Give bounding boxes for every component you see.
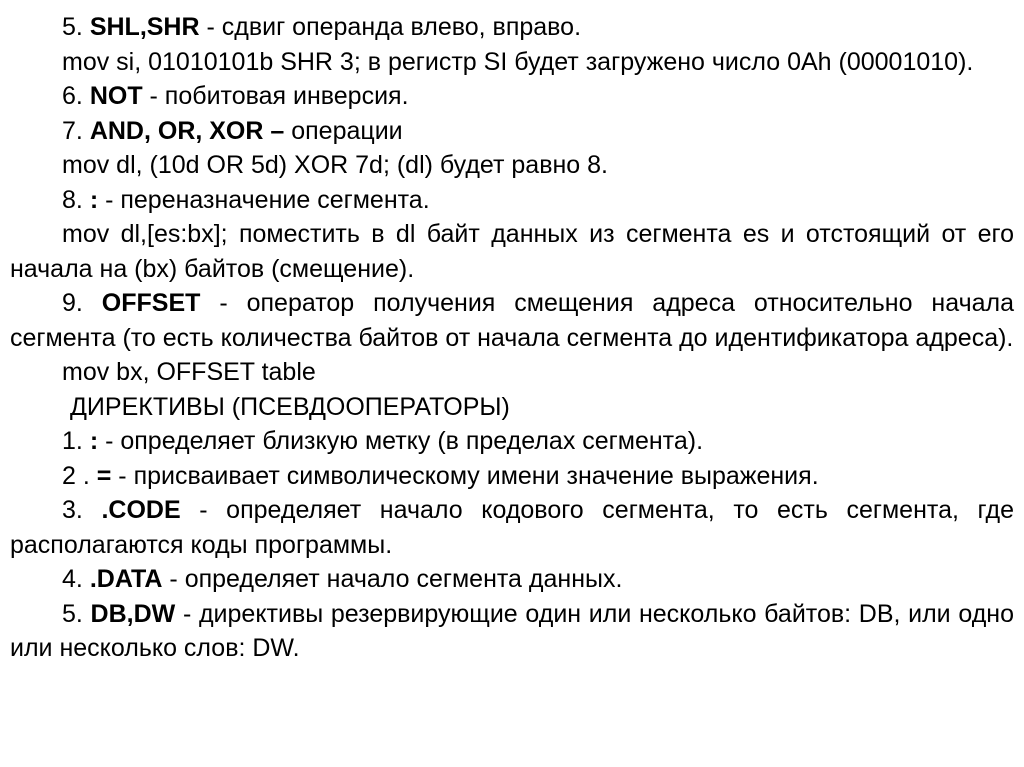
- directive-colon: [10, 424, 1014, 459]
- item-not: [10, 79, 1014, 114]
- item-number: 9.: [62, 289, 83, 317]
- item-segment-override: [10, 183, 1014, 218]
- item-description: - сдвиг операнда влево, вправо.: [199, 13, 582, 41]
- item-number: 6.: [62, 82, 83, 110]
- item-description: - присваивает символическому имени значение выражения.: [111, 461, 819, 490]
- item-number: 8.: [62, 185, 83, 214]
- item-number: 5.: [62, 13, 83, 41]
- item-number: 2 .: [62, 461, 90, 490]
- item-description: - определяет близкую метку (в пределах сегмента).: [98, 427, 704, 455]
- item-shl-shr: [10, 10, 1014, 45]
- keyword: NOT: [89, 82, 143, 110]
- example-segment: mov dl,[es:bx]; поместить в dl байт данных из сегмента es и отстоящий от его начала на (bx) байтов (смещение).: [10, 220, 1014, 283]
- directive-equals: [10, 459, 1014, 494]
- directive-code: [10, 493, 1014, 562]
- keyword: OFFSET: [101, 289, 201, 317]
- item-number: 7.: [62, 116, 83, 145]
- keyword: .DATA: [89, 565, 163, 593]
- example-and: mov dl, (10d OR 5d) XOR 7d; (dl) будет равно 8.: [62, 151, 608, 179]
- item-description: - побитовая инверсия.: [142, 82, 409, 110]
- keyword: :: [89, 185, 99, 214]
- item-number: 4.: [62, 565, 83, 593]
- directive-data: [10, 562, 1014, 597]
- item-number: 1.: [62, 427, 83, 455]
- keyword: SHL,SHR: [89, 13, 200, 41]
- example-shl: mov si, 01010101b SHR 3; в регистр SI будет загружено число 0Ah (00001010).: [62, 47, 974, 76]
- item-number: 5.: [62, 599, 83, 628]
- item-offset: [10, 286, 1014, 355]
- item-description: - переназначение сегмента.: [98, 185, 430, 214]
- item-description: - оператор получения смещения адреса относительно начала сегмента (то есть количества байтов от начала сегмента до идентификатора адреса).: [10, 289, 1014, 352]
- directive-db-dw: [10, 597, 1014, 666]
- keyword: =: [96, 461, 112, 490]
- keyword: .CODE: [101, 496, 181, 524]
- item-and-or-xor: [10, 114, 1014, 149]
- keyword: AND, OR, XOR –: [89, 116, 285, 145]
- item-number: 3.: [62, 496, 83, 524]
- item-description: - определяет начало сегмента данных.: [162, 565, 623, 593]
- keyword: :: [89, 427, 99, 455]
- example-offset: mov bx, OFFSET table: [62, 358, 316, 386]
- keyword: DB,DW: [90, 599, 176, 628]
- directives-heading: ДИРЕКТИВЫ (ПСЕВДООПЕРАТОРЫ): [70, 392, 510, 421]
- item-description: - директивы резервирующие один или несколько байтов: DB, или одно или несколько слов: DW.: [10, 599, 1014, 662]
- item-description: операции: [284, 116, 403, 145]
- item-description: - определяет начало кодового сегмента, то есть сегмента, где располагаются коды программы.: [10, 496, 1015, 559]
